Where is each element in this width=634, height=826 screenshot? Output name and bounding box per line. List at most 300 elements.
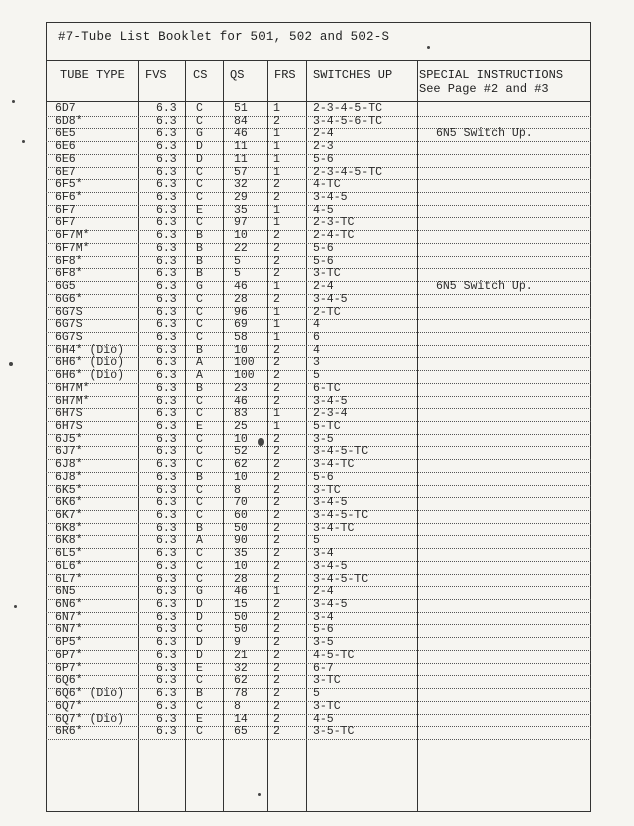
cell-cs: B xyxy=(196,241,203,255)
cell-frs: 2 xyxy=(273,521,280,535)
cell-tube-type: 6F6* xyxy=(55,191,83,205)
cell-frs: 2 xyxy=(273,458,280,472)
cell-fvs: 6.3 xyxy=(156,165,177,179)
cell-tube-type: 6N6* xyxy=(55,598,83,612)
cell-cs: D xyxy=(196,636,203,650)
cell-qs: 70 xyxy=(234,496,248,510)
cell-tube-type: 6K8* xyxy=(55,534,83,548)
cell-fvs: 6.3 xyxy=(156,330,177,344)
cell-tube-type: 6L6* xyxy=(55,559,83,573)
cell-switches-up: 3-4 xyxy=(313,610,334,624)
cell-cs: C xyxy=(196,483,203,497)
cell-fvs: 6.3 xyxy=(156,152,177,166)
cell-cs: C xyxy=(196,572,203,586)
cell-tube-type: 6L5* xyxy=(55,547,83,561)
cell-qs: 10 xyxy=(234,470,248,484)
cell-qs: 83 xyxy=(234,407,248,421)
cell-cs: B xyxy=(196,521,203,535)
cell-fvs: 6.3 xyxy=(156,559,177,573)
cell-cs: C xyxy=(196,623,203,637)
cell-fvs: 6.3 xyxy=(156,381,177,395)
cell-switches-up: 5 xyxy=(313,534,320,548)
cell-tube-type: 6E5 xyxy=(55,127,76,141)
cell-tube-type: 6H4* (Dio) xyxy=(55,343,125,357)
cell-tube-type: 6G6* xyxy=(55,292,83,306)
cell-special-instructions: 6N5 Switch Up. xyxy=(436,127,533,141)
header-tube-type: TUBE TYPE xyxy=(60,68,125,82)
cell-switches-up: 3-4-5-TC xyxy=(313,445,369,459)
cell-cs: A xyxy=(196,369,203,383)
cell-fvs: 6.3 xyxy=(156,114,177,128)
cell-fvs: 6.3 xyxy=(156,419,177,433)
cell-fvs: 6.3 xyxy=(156,178,177,192)
cell-fvs: 6.3 xyxy=(156,140,177,154)
cell-switches-up: 4-5-TC xyxy=(313,648,355,662)
cell-tube-type: 6Q6* (Dio) xyxy=(55,687,125,701)
cell-qs: 11 xyxy=(234,152,248,166)
cell-fvs: 6.3 xyxy=(156,343,177,357)
cell-tube-type: 6E6 xyxy=(55,152,76,166)
cell-tube-type: 6R6* xyxy=(55,725,83,739)
cell-switches-up: 3-4-TC xyxy=(313,458,355,472)
header-special-line1: SPECIAL INSTRUCTIONS xyxy=(419,68,564,82)
cell-cs: C xyxy=(196,216,203,230)
cell-frs: 2 xyxy=(273,445,280,459)
cell-tube-type: 6H7M* xyxy=(55,394,90,408)
cell-tube-type: 6J5* xyxy=(55,432,83,446)
cell-switches-up: 4-5 xyxy=(313,203,334,217)
cell-qs: 10 xyxy=(234,343,248,357)
cell-switches-up: 4-TC xyxy=(313,178,341,192)
cell-frs: 1 xyxy=(273,330,280,344)
cell-qs: 84 xyxy=(234,114,248,128)
cell-cs: C xyxy=(196,178,203,192)
cell-fvs: 6.3 xyxy=(156,127,177,141)
cell-frs: 2 xyxy=(273,114,280,128)
header-qs: QS xyxy=(230,68,245,82)
cell-frs: 2 xyxy=(273,725,280,739)
cell-fvs: 6.3 xyxy=(156,534,177,548)
cell-cs: C xyxy=(196,305,203,319)
cell-fvs: 6.3 xyxy=(156,610,177,624)
cell-qs: 46 xyxy=(234,280,248,294)
cell-fvs: 6.3 xyxy=(156,407,177,421)
cell-tube-type: 6Q7* (Dio) xyxy=(55,712,125,726)
cell-tube-type: 6J8* xyxy=(55,458,83,472)
cell-tube-type: 6J7* xyxy=(55,445,83,459)
cell-frs: 2 xyxy=(273,559,280,573)
cell-switches-up: 5 xyxy=(313,687,320,701)
cell-fvs: 6.3 xyxy=(156,292,177,306)
cell-frs: 2 xyxy=(273,687,280,701)
cell-switches-up: 2-TC xyxy=(313,305,341,319)
cell-qs: 25 xyxy=(234,419,248,433)
cell-frs: 2 xyxy=(273,394,280,408)
cell-tube-type: 6G7S xyxy=(55,318,83,332)
cell-fvs: 6.3 xyxy=(156,636,177,650)
cell-tube-type: 6H7M* xyxy=(55,381,90,395)
cell-switches-up: 2-3-4-5-TC xyxy=(313,165,383,179)
tube-list-table xyxy=(46,104,591,740)
cell-fvs: 6.3 xyxy=(156,572,177,586)
cell-qs: 52 xyxy=(234,445,248,459)
cell-cs: C xyxy=(196,547,203,561)
cell-switches-up: 3-5 xyxy=(313,432,334,446)
cell-qs: 90 xyxy=(234,534,248,548)
cell-fvs: 6.3 xyxy=(156,241,177,255)
cell-switches-up: 3-4-5 xyxy=(313,292,348,306)
cell-switches-up: 3-5-TC xyxy=(313,725,355,739)
cell-cs: C xyxy=(196,191,203,205)
cell-qs: 11 xyxy=(234,140,248,154)
cell-frs: 2 xyxy=(273,496,280,510)
cell-fvs: 6.3 xyxy=(156,674,177,688)
cell-frs: 2 xyxy=(273,674,280,688)
cell-frs: 1 xyxy=(273,585,280,599)
cell-fvs: 6.3 xyxy=(156,687,177,701)
header-frs: FRS xyxy=(274,68,296,82)
cell-fvs: 6.3 xyxy=(156,547,177,561)
header-special-line2: See Page #2 and #3 xyxy=(419,82,549,96)
cell-cs: C xyxy=(196,292,203,306)
cell-frs: 2 xyxy=(273,661,280,675)
cell-switches-up: 5-6 xyxy=(313,470,334,484)
scan-speck xyxy=(258,438,264,446)
header-top-rule xyxy=(46,60,591,61)
cell-switches-up: 2-3-TC xyxy=(313,216,355,230)
cell-frs: 2 xyxy=(273,636,280,650)
cell-switches-up: 3-4-5-6-TC xyxy=(313,114,383,128)
cell-switches-up: 3-4-5-TC xyxy=(313,509,369,522)
cell-frs: 2 xyxy=(273,648,280,662)
cell-switches-up: 5-TC xyxy=(313,419,341,433)
cell-switches-up: 3-4-5 xyxy=(313,394,348,408)
scan-speck xyxy=(258,793,261,796)
cell-cs: C xyxy=(196,559,203,573)
cell-cs: E xyxy=(196,712,203,726)
cell-qs: 100 xyxy=(234,356,255,370)
cell-cs: C xyxy=(196,509,203,522)
cell-frs: 2 xyxy=(273,356,280,370)
cell-qs: 35 xyxy=(234,203,248,217)
cell-cs: A xyxy=(196,356,203,370)
cell-switches-up: 5-6 xyxy=(313,623,334,637)
cell-switches-up: 3-4-5 xyxy=(313,191,348,205)
cell-cs: C xyxy=(196,394,203,408)
cell-tube-type: 6K5* xyxy=(55,483,83,497)
cell-cs: C xyxy=(196,445,203,459)
cell-switches-up: 3-4-5 xyxy=(313,496,348,510)
cell-switches-up: 2-4 xyxy=(313,127,334,141)
cell-fvs: 6.3 xyxy=(156,356,177,370)
table-row xyxy=(46,727,591,740)
cell-qs: 97 xyxy=(234,216,248,230)
cell-frs: 2 xyxy=(273,343,280,357)
cell-cs: D xyxy=(196,648,203,662)
cell-qs: 57 xyxy=(234,165,248,179)
cell-cs: G xyxy=(196,585,203,599)
cell-tube-type: 6P7* xyxy=(55,661,83,675)
cell-switches-up: 6-TC xyxy=(313,381,341,395)
cell-qs: 10 xyxy=(234,559,248,573)
cell-tube-type: 6E7 xyxy=(55,165,76,179)
cell-tube-type: 6H7S xyxy=(55,407,83,421)
cell-qs: 100 xyxy=(234,369,255,383)
cell-frs: 2 xyxy=(273,369,280,383)
cell-tube-type: 6G5 xyxy=(55,280,76,294)
cell-frs: 2 xyxy=(273,191,280,205)
cell-switches-up: 5-6 xyxy=(313,254,334,268)
cell-cs: B xyxy=(196,267,203,281)
cell-frs: 2 xyxy=(273,381,280,395)
cell-cs: C xyxy=(196,407,203,421)
cell-frs: 2 xyxy=(273,534,280,548)
cell-qs: 50 xyxy=(234,521,248,535)
cell-tube-type: 6G7S xyxy=(55,330,83,344)
cell-fvs: 6.3 xyxy=(156,623,177,637)
cell-tube-type: 6N7* xyxy=(55,610,83,624)
cell-frs: 1 xyxy=(273,203,280,217)
cell-frs: 2 xyxy=(273,699,280,713)
cell-cs: B xyxy=(196,470,203,484)
header-fvs: FVS xyxy=(145,68,167,82)
cell-fvs: 6.3 xyxy=(156,203,177,217)
cell-tube-type: 6Q7* xyxy=(55,699,83,713)
cell-cs: E xyxy=(196,419,203,433)
cell-qs: 62 xyxy=(234,674,248,688)
cell-fvs: 6.3 xyxy=(156,191,177,205)
cell-cs: D xyxy=(196,598,203,612)
cell-switches-up: 2-3-4 xyxy=(313,407,348,421)
cell-tube-type: 6N5 xyxy=(55,585,76,599)
cell-qs: 69 xyxy=(234,318,248,332)
cell-qs: 10 xyxy=(234,229,248,243)
cell-fvs: 6.3 xyxy=(156,483,177,497)
cell-tube-type: 6K6* xyxy=(55,496,83,510)
cell-cs: C xyxy=(196,432,203,446)
cell-qs: 32 xyxy=(234,178,248,192)
cell-qs: 65 xyxy=(234,725,248,739)
cell-tube-type: 6F7M* xyxy=(55,229,90,243)
cell-switches-up: 3-4-5 xyxy=(313,559,348,573)
cell-cs: B xyxy=(196,229,203,243)
cell-switches-up: 6-7 xyxy=(313,661,334,675)
cell-fvs: 6.3 xyxy=(156,229,177,243)
cell-switches-up: 3-TC xyxy=(313,483,341,497)
cell-qs: 9 xyxy=(234,636,241,650)
cell-tube-type: 6K8* xyxy=(55,521,83,535)
cell-frs: 1 xyxy=(273,407,280,421)
cell-cs: B xyxy=(196,687,203,701)
cell-cs: C xyxy=(196,674,203,688)
cell-cs: C xyxy=(196,458,203,472)
cell-fvs: 6.3 xyxy=(156,394,177,408)
cell-frs: 2 xyxy=(273,509,280,522)
scan-speck xyxy=(427,46,430,49)
cell-qs: 28 xyxy=(234,572,248,586)
cell-qs: 62 xyxy=(234,458,248,472)
cell-tube-type: 6N7* xyxy=(55,623,83,637)
cell-tube-type: 6E6 xyxy=(55,140,76,154)
cell-tube-type: 6P7* xyxy=(55,648,83,662)
cell-cs: G xyxy=(196,127,203,141)
cell-frs: 1 xyxy=(273,318,280,332)
cell-tube-type: 6F7M* xyxy=(55,241,90,255)
cell-frs: 2 xyxy=(273,572,280,586)
cell-tube-type: 6H6* (Dio) xyxy=(55,356,125,370)
scan-speck xyxy=(12,100,15,103)
cell-cs: E xyxy=(196,661,203,675)
cell-frs: 1 xyxy=(273,419,280,433)
cell-tube-type: 6J8* xyxy=(55,470,83,484)
cell-tube-type: 6F7 xyxy=(55,203,76,217)
cell-fvs: 6.3 xyxy=(156,585,177,599)
cell-frs: 1 xyxy=(273,152,280,166)
scan-speck xyxy=(9,362,13,366)
scan-speck xyxy=(22,140,25,143)
cell-fvs: 6.3 xyxy=(156,648,177,662)
cell-qs: 14 xyxy=(234,712,248,726)
cell-switches-up: 3 xyxy=(313,356,320,370)
cell-cs: D xyxy=(196,610,203,624)
cell-qs: 23 xyxy=(234,381,248,395)
cell-cs: B xyxy=(196,254,203,268)
cell-switches-up: 3-4-TC xyxy=(313,521,355,535)
cell-qs: 46 xyxy=(234,394,248,408)
header-cs: CS xyxy=(193,68,208,82)
cell-fvs: 6.3 xyxy=(156,699,177,713)
cell-frs: 2 xyxy=(273,598,280,612)
cell-cs: C xyxy=(196,165,203,179)
cell-frs: 1 xyxy=(273,165,280,179)
cell-tube-type: 6Q6* xyxy=(55,674,83,688)
cell-switches-up: 4 xyxy=(313,318,320,332)
cell-cs: C xyxy=(196,318,203,332)
cell-frs: 2 xyxy=(273,229,280,243)
cell-qs: 50 xyxy=(234,610,248,624)
cell-fvs: 6.3 xyxy=(156,267,177,281)
cell-switches-up: 3-4 xyxy=(313,547,334,561)
cell-cs: C xyxy=(196,330,203,344)
cell-tube-type: 6F8* xyxy=(55,267,83,281)
cell-frs: 1 xyxy=(273,280,280,294)
scan-speck xyxy=(14,605,17,608)
cell-frs: 2 xyxy=(273,178,280,192)
cell-tube-type: 6D8* xyxy=(55,114,83,128)
cell-frs: 2 xyxy=(273,623,280,637)
cell-fvs: 6.3 xyxy=(156,496,177,510)
cell-fvs: 6.3 xyxy=(156,254,177,268)
cell-switches-up: 2-4 xyxy=(313,280,334,294)
cell-fvs: 6.3 xyxy=(156,725,177,739)
cell-qs: 8 xyxy=(234,483,241,497)
cell-frs: 1 xyxy=(273,127,280,141)
cell-frs: 2 xyxy=(273,267,280,281)
cell-cs: B xyxy=(196,343,203,357)
cell-frs: 1 xyxy=(273,305,280,319)
cell-qs: 22 xyxy=(234,241,248,255)
cell-switches-up: 5-6 xyxy=(313,152,334,166)
cell-fvs: 6.3 xyxy=(156,458,177,472)
cell-switches-up: 5-6 xyxy=(313,241,334,255)
cell-tube-type: 6P5* xyxy=(55,636,83,650)
cell-qs: 51 xyxy=(234,102,248,115)
cell-switches-up: 2-4-TC xyxy=(313,229,355,243)
cell-fvs: 6.3 xyxy=(156,445,177,459)
cell-fvs: 6.3 xyxy=(156,102,177,115)
cell-qs: 28 xyxy=(234,292,248,306)
cell-qs: 35 xyxy=(234,547,248,561)
cell-frs: 2 xyxy=(273,241,280,255)
cell-qs: 96 xyxy=(234,305,248,319)
cell-tube-type: 6D7 xyxy=(55,102,76,115)
cell-frs: 2 xyxy=(273,470,280,484)
cell-qs: 29 xyxy=(234,191,248,205)
cell-frs: 2 xyxy=(273,712,280,726)
cell-cs: C xyxy=(196,102,203,115)
cell-tube-type: 6G7S xyxy=(55,305,83,319)
cell-cs: C xyxy=(196,725,203,739)
cell-switches-up: 2-4 xyxy=(313,585,334,599)
cell-fvs: 6.3 xyxy=(156,369,177,383)
cell-frs: 2 xyxy=(273,432,280,446)
cell-cs: D xyxy=(196,152,203,166)
cell-fvs: 6.3 xyxy=(156,712,177,726)
cell-frs: 2 xyxy=(273,254,280,268)
cell-fvs: 6.3 xyxy=(156,305,177,319)
cell-qs: 8 xyxy=(234,699,241,713)
cell-qs: 5 xyxy=(234,267,241,281)
cell-fvs: 6.3 xyxy=(156,280,177,294)
cell-cs: D xyxy=(196,140,203,154)
cell-qs: 58 xyxy=(234,330,248,344)
cell-fvs: 6.3 xyxy=(156,598,177,612)
cell-cs: E xyxy=(196,203,203,217)
cell-cs: C xyxy=(196,496,203,510)
cell-switches-up: 3-4-5 xyxy=(313,598,348,612)
cell-special-instructions: 6N5 Switch Up. xyxy=(436,280,533,294)
cell-fvs: 6.3 xyxy=(156,661,177,675)
cell-qs: 10 xyxy=(234,432,248,446)
cell-qs: 50 xyxy=(234,623,248,637)
cell-switches-up: 3-5 xyxy=(313,636,334,650)
cell-qs: 21 xyxy=(234,648,248,662)
cell-qs: 46 xyxy=(234,585,248,599)
cell-switches-up: 2-3 xyxy=(313,140,334,154)
cell-frs: 2 xyxy=(273,483,280,497)
cell-cs: A xyxy=(196,534,203,548)
cell-tube-type: 6F5* xyxy=(55,178,83,192)
cell-tube-type: 6F7 xyxy=(55,216,76,230)
header-switches-up: SWITCHES UP xyxy=(313,68,393,82)
cell-fvs: 6.3 xyxy=(156,432,177,446)
cell-qs: 5 xyxy=(234,254,241,268)
cell-frs: 1 xyxy=(273,216,280,230)
cell-cs: B xyxy=(196,381,203,395)
document-title: #7-Tube List Booklet for 501, 502 and 502-S xyxy=(58,30,390,44)
cell-tube-type: 6F8* xyxy=(55,254,83,268)
cell-fvs: 6.3 xyxy=(156,216,177,230)
cell-frs: 1 xyxy=(273,102,280,115)
cell-cs: C xyxy=(196,699,203,713)
cell-switches-up: 3-TC xyxy=(313,674,341,688)
cell-tube-type: 6L7* xyxy=(55,572,83,586)
cell-qs: 60 xyxy=(234,509,248,522)
cell-cs: G xyxy=(196,280,203,294)
header-special-instructions xyxy=(419,68,563,96)
cell-fvs: 6.3 xyxy=(156,470,177,484)
cell-switches-up: 4 xyxy=(313,343,320,357)
